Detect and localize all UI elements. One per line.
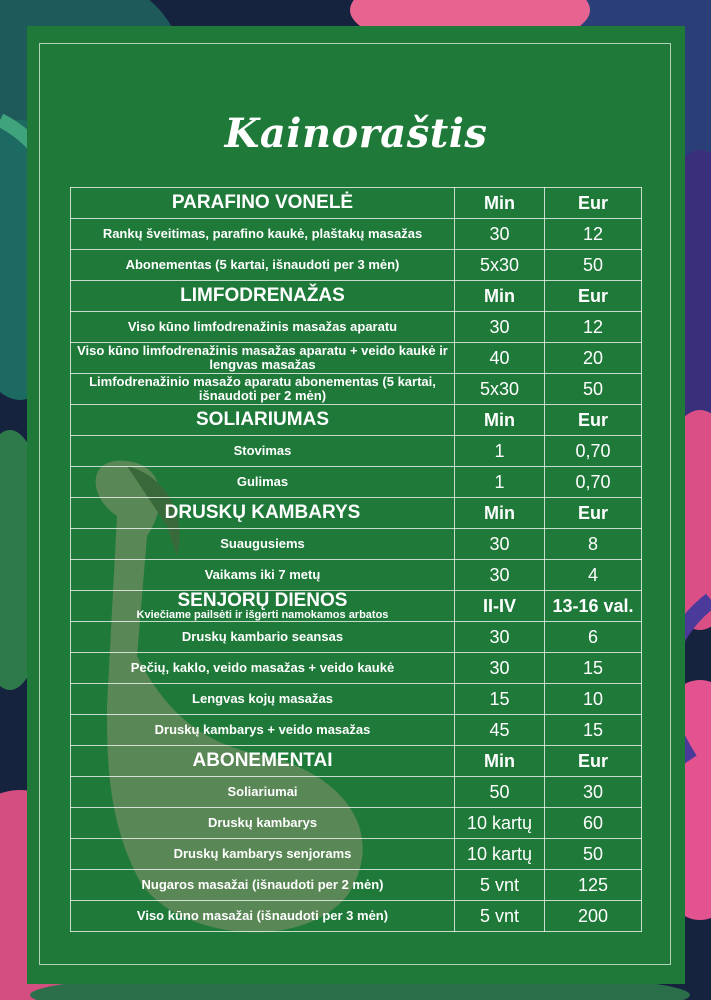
duration-value: 30 [455,653,545,684]
section-title: SOLIARIUMAS [71,405,455,436]
column-header-hours: 13-16 val. [545,591,642,622]
price-value: 125 [545,870,642,901]
price-row [71,436,642,467]
section-title: ABONEMENTAI [71,746,455,777]
column-header-eur: Eur [545,746,642,777]
section-title: PARAFINO VONELĖ [71,188,455,219]
page-title: Kainoraštis [224,110,488,157]
duration-value: 30 [455,219,545,250]
section-header-abonementai [71,746,642,777]
column-header-min: Min [455,746,545,777]
duration-value: 50 [455,777,545,808]
price-row [71,901,642,932]
duration-value: 5 vnt [455,870,545,901]
section-title: LIMFODRENAŽAS [71,281,455,312]
service-name: Soliariumai [71,777,455,808]
price-value: 20 [545,343,642,374]
section-subtitle: Kviečiame pailsėti ir išgerti namokamos arbatos [136,608,389,621]
price-value: 10 [545,684,642,715]
duration-value: 30 [455,529,545,560]
column-header-min: Min [455,281,545,312]
service-name: Viso kūno limfodrenažinis masažas aparatu + veido kaukė ir lengvas masažas [71,343,455,374]
column-header-eur: Eur [545,188,642,219]
duration-value: 1 [455,436,545,467]
service-name: Rankų šveitimas, parafino kaukė, plaštakų masažas [71,219,455,250]
price-value: 50 [545,374,642,405]
service-name: Suaugusiems [71,529,455,560]
price-row [71,653,642,684]
service-name: Lengvas kojų masažas [71,684,455,715]
duration-value: 40 [455,343,545,374]
price-row [71,312,642,343]
price-value: 0,70 [545,436,642,467]
duration-value: 45 [455,715,545,746]
price-row [71,684,642,715]
duration-value: 5 vnt [455,901,545,932]
price-row [71,529,642,560]
service-name: Viso kūno limfodrenažinis masažas aparatu [71,312,455,343]
service-name: Druskų kambarys senjorams [71,839,455,870]
duration-value: 30 [455,622,545,653]
price-row [71,250,642,281]
service-name: Pečių, kaklo, veido masažas + veido kaukė [71,653,455,684]
service-name: Druskų kambario seansas [71,622,455,653]
column-header-eur: Eur [545,281,642,312]
service-name: Gulimas [71,467,455,498]
price-value: 6 [545,622,642,653]
price-value: 60 [545,808,642,839]
duration-value: 30 [455,312,545,343]
section-header-soliariumas [71,405,642,436]
column-header-eur: Eur [545,405,642,436]
price-value: 8 [545,529,642,560]
service-name: Druskų kambarys + veido masažas [71,715,455,746]
duration-value: 10 kartų [455,808,545,839]
duration-value: 30 [455,560,545,591]
price-row [71,374,642,405]
price-row [71,777,642,808]
price-row [71,467,642,498]
column-header-days: II-IV [455,591,545,622]
price-row [71,870,642,901]
section-header-senjoru-dienos [71,591,642,622]
service-name: Nugaros masažai (išnaudoti per 2 mėn) [71,870,455,901]
price-row [71,622,642,653]
price-value: 15 [545,653,642,684]
duration-value: 10 kartų [455,839,545,870]
price-row [71,343,642,374]
price-value: 50 [545,839,642,870]
price-value: 0,70 [545,467,642,498]
service-name: Limfodrenažinio masažo aparatu abonementas (5 kartai, išnaudoti per 2 mėn) [71,374,455,405]
section-title: DRUSKŲ KAMBARYS [71,498,455,529]
duration-value: 5x30 [455,374,545,405]
service-name: Vaikams iki 7 metų [71,560,455,591]
duration-value: 15 [455,684,545,715]
price-row [71,808,642,839]
price-row [71,560,642,591]
price-row [71,219,642,250]
price-value: 50 [545,250,642,281]
price-value: 15 [545,715,642,746]
column-header-eur: Eur [545,498,642,529]
column-header-min: Min [455,498,545,529]
price-value: 12 [545,312,642,343]
service-name: Abonementas (5 kartai, išnaudoti per 3 mėn) [71,250,455,281]
column-header-min: Min [455,188,545,219]
service-name: Viso kūno masažai (išnaudoti per 3 mėn) [71,901,455,932]
duration-value: 1 [455,467,545,498]
service-name: Stovimas [71,436,455,467]
price-row [71,715,642,746]
section-header-parafino [71,188,642,219]
service-name: Druskų kambarys [71,808,455,839]
column-header-min: Min [455,405,545,436]
price-value: 30 [545,777,642,808]
price-value: 200 [545,901,642,932]
price-row [71,839,642,870]
section-header-druskų-kambarys [71,498,642,529]
price-value: 12 [545,219,642,250]
section-title-with-subtitle [71,591,455,622]
section-title: SENJORŲ DIENOS [177,589,348,611]
price-value: 4 [545,560,642,591]
section-header-limfodrenazas [71,281,642,312]
price-table [70,187,642,932]
duration-value: 5x30 [455,250,545,281]
